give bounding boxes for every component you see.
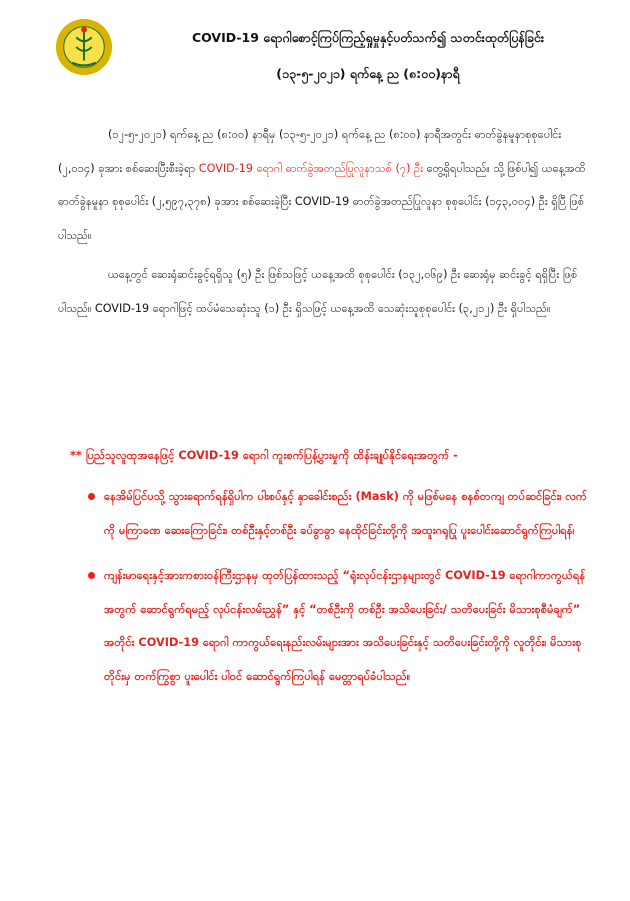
- list-item: [60, 559, 588, 693]
- page-title: COVID-19 ရောဂါစောင့်ကြပ်ကြည့်ရှုမှုနှင့်ပတ်သက်၍ သတင်းထုတ်ပြန်ခြင်း: [191, 30, 545, 45]
- paragraph-cases-part2: တွေ့ရှိရပါသည်။ သို့ဖြစ်ပါ၍ ယနေ့အထိ ဓာတ်ခွဲနမူနာ စုစုပေါင်း (၂,၅၉၇,၃၇၈) ခုအား စစ်ဆေးခဲ့ပြီး COVID-19 ဓာတ်ခွဲအတည်ပြုလူနာ စုစုပေါင်း (၁၄၃,၀၀၄) ဦး ရှိပြီ ဖြစ်ပါသည်။: [58, 161, 586, 242]
- list-item-text: နေအိမ်ပြင်ပသို့ သွားရောက်ရန်ရှိပါက ပါးစပ်နှင့် နှာခေါင်းစည်း (Mask) ကို မဖြစ်မနေ စနစ်တကျ တပ်ဆင်ခြင်း၊ လက်ကို မကြာခဏ ဆေးကြောခြင်း၊ တစ်ဦးနှင့်တစ်ဦး ခပ်ခွာခွာ နေထိုင်ခြင်းတို့ကို အထူးဂရုပြု ပူးပေါင်းဆောင်ရွက်ကြပါရန်၊: [104, 490, 588, 537]
- page-subtitle: (၁၃-၅-၂၀၂၁) ရက်နေ့ ည (၈:၀၀)နာရီ: [276, 66, 460, 81]
- notice-list: [60, 480, 588, 705]
- ministry-logo: [55, 18, 113, 76]
- bullet-icon: [88, 572, 95, 579]
- new-cases-highlight: COVID-19 ရောဂါ ဓာတ်ခွဲအတည်ပြုလူနာသစ် (၇) ဦး: [198, 161, 424, 175]
- list-item-text: ကျန်းမာရေးနှင့်အားကစားဝန်ကြီးဌာနမှ ထုတ်ပြန်ထားသည့် “ရုံးလုပ်ငန်းဌာနများတွင် COVID-19 ရောဂါကာကွယ်ရန်အတွက် ဆောင်ရွက်ရမည့် လုပ်ငန်းလမ်းညွှန်” နှင့် “တစ်ဦးကို တစ်ဦး အသိပေးခြင်း/ သတိပေးခြင်း မိသားစုစီမံချက်” အတိုင်း COVID-19 ရောဂါ ကာကွယ်ရေးနည်းလမ်းများအား အသိပေးခြင်းနှင့် သတိပေးခြင်းတို့ကို လူတိုင်း၊ မိသားစုတိုင်းမှ တက်ကြွစွာ ပူးပေါင်း ပါဝင် ဆောင်ရွက်ကြပါရန် မေတ္တာရပ်ခံပါသည်။: [104, 569, 586, 683]
- list-item: [60, 480, 588, 547]
- bullet-icon: [88, 493, 95, 500]
- paragraph-recoveries: ယနေ့တွင် ဆေးရုံဆင်းခွင့်ရရှိသူ (၅) ဦး ဖြစ်သဖြင့် ယနေ့အထိ စုစုပေါင်း (၁၃၂,၀၆၉) ဦး ဆေးရုံမှ ဆင်းခွင့် ရရှိပြီး ဖြစ်ပါသည်။ COVID-19 ရောဂါဖြင့် ထပ်မံသေဆုံးသူ (၁) ဦး ရှိသဖြင့် ယနေ့အထိ သေဆုံးသူစုစုပေါင်း (၃,၂၁၂) ဦး ရှိပါသည်။: [58, 268, 578, 315]
- notice-heading: ** ပြည်သူလူထုအနေဖြင့် COVID-19 ရောဂါ ကူးစက်ပြန့်ပွားမှုကို ထိန်းချုပ်နိုင်ရေးအတွက် -: [70, 449, 458, 462]
- paragraph-cases: [58, 118, 586, 252]
- paragraph-cases-part1: (၁၂-၅-၂၀၂၁) ရက်နေ့ ည (၈:၀၀) နာရီမှ (၁၃-၅-၂၀၂၁) ရက်နေ့ ည (၈:၀၀) နာရီအတွင်း ဓာတ်ခွဲနမူနာစုစုပေါင်း (၂,၀၁၄) ခုအား စစ်ဆေးပြီးစီးခဲ့ရာ: [58, 128, 562, 175]
